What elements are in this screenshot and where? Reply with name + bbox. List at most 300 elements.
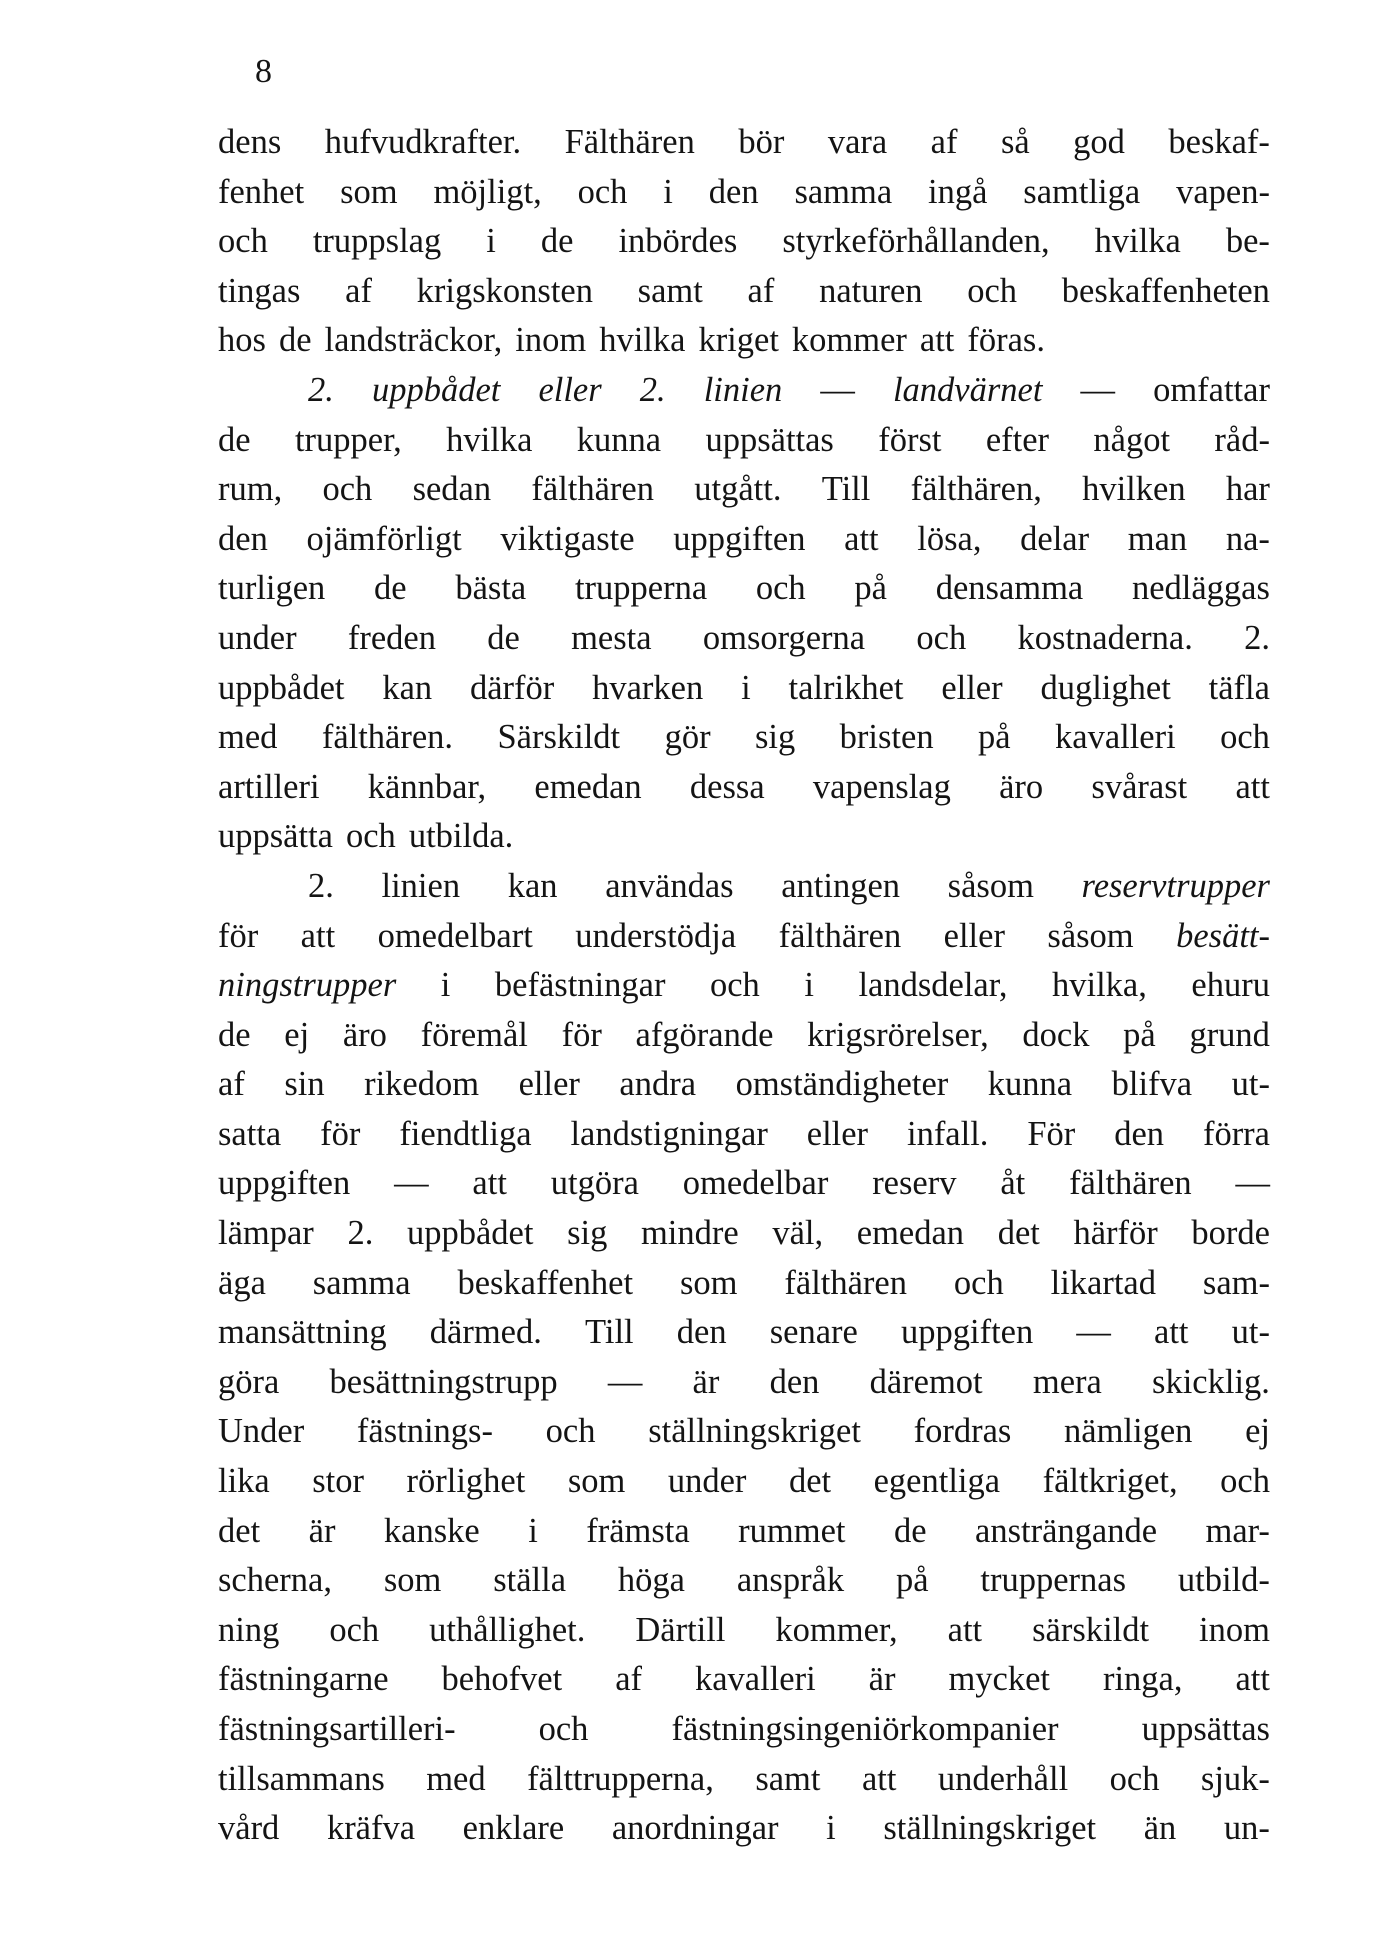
word: råd- [1214, 420, 1270, 459]
word: med [218, 718, 278, 757]
word: härför [1073, 1214, 1158, 1253]
word: och [545, 1412, 596, 1451]
word: besätt- [1176, 916, 1270, 955]
word: rikedom [364, 1065, 480, 1104]
word: 2. [308, 370, 334, 409]
word: hvilken [1082, 470, 1186, 509]
word: densamma [935, 569, 1084, 608]
word: antingen [781, 866, 901, 905]
word: de [374, 569, 407, 608]
word: — [820, 370, 855, 409]
text-line [218, 1755, 1270, 1805]
word: na- [1225, 519, 1270, 558]
word: och [322, 470, 373, 509]
text-line [218, 1556, 1270, 1606]
text-line [218, 1655, 1270, 1705]
word: ställa [493, 1561, 567, 1600]
text-line [218, 515, 1270, 565]
word: talrikhet [788, 668, 904, 707]
word: uthållighet. [429, 1610, 586, 1649]
word: och [345, 817, 396, 856]
word: de [540, 222, 574, 261]
word: mesta [571, 618, 652, 657]
word: Fälthären [564, 123, 695, 161]
word: samt [637, 271, 703, 310]
word: för [561, 1015, 602, 1054]
text-line [218, 713, 1270, 763]
word: sjuk- [1200, 1759, 1270, 1798]
word: utbilda. [408, 817, 514, 856]
word: att [861, 1759, 897, 1798]
word: lika [218, 1462, 270, 1501]
word: uppbådet [406, 1214, 534, 1253]
word: det [218, 1511, 261, 1550]
word: uppbådet [218, 668, 345, 707]
word: för [320, 1114, 361, 1153]
word: truppslag [312, 222, 442, 261]
word: så [1000, 123, 1030, 161]
word: rummet [738, 1511, 846, 1550]
text-line [218, 1407, 1270, 1457]
word: på [854, 569, 887, 608]
word: enklare [462, 1809, 565, 1848]
word: de [487, 618, 520, 657]
word: på [1123, 1015, 1156, 1054]
text-line [218, 1705, 1270, 1755]
text-line [218, 316, 1270, 366]
word: som [340, 172, 398, 211]
word: fälthären [778, 916, 902, 955]
word: höga [617, 1561, 685, 1600]
word: de [218, 1015, 251, 1054]
word: det [788, 1462, 832, 1501]
word: af [345, 271, 372, 310]
word: landvärnet [892, 370, 1043, 409]
word: mycket [948, 1660, 1050, 1699]
text-line [218, 1110, 1270, 1160]
word: kavalleri [1055, 718, 1176, 757]
text-line [218, 1011, 1270, 1061]
word: behofvet [441, 1660, 563, 1699]
word: eller [538, 370, 602, 409]
word: däremot [869, 1362, 983, 1401]
word: utgöra [550, 1164, 639, 1203]
word: dessa [689, 767, 765, 806]
word: att [1154, 1313, 1189, 1352]
word: skicklig. [1152, 1362, 1270, 1401]
text-line [218, 465, 1270, 515]
body-text [218, 118, 1270, 1854]
word: af [615, 1660, 642, 1699]
word: och [329, 1610, 380, 1649]
word: som [679, 1263, 738, 1302]
word: un- [1223, 1809, 1270, 1848]
word: fordras [913, 1412, 1012, 1451]
word: och [538, 1710, 589, 1748]
word: beskaffenhet [457, 1263, 634, 1302]
word: fästnings- [356, 1412, 493, 1451]
word: delar [1020, 519, 1090, 558]
text-line [218, 416, 1270, 466]
word: ojämförligt [306, 519, 462, 558]
word: därför [469, 668, 555, 707]
word: ingå [928, 172, 988, 211]
word: landsträckor, [324, 321, 503, 360]
word: omsorgerna [702, 618, 866, 657]
word: anspråk [736, 1561, 845, 1600]
text-line [218, 1209, 1270, 1259]
word: tillsammans [218, 1759, 385, 1798]
word: att [1235, 1660, 1270, 1699]
word: lösa, [917, 519, 982, 558]
word: kommer [791, 321, 907, 360]
word: ställningskriget [648, 1412, 861, 1451]
word: hufvudkrafter. [324, 123, 522, 161]
word: att [844, 519, 879, 558]
word: ringa, [1102, 1660, 1183, 1699]
word: och [709, 966, 760, 1005]
word: såsom [1047, 916, 1134, 955]
word: möjligt, [433, 172, 542, 211]
word: omständigheter [735, 1065, 949, 1104]
word: bör [738, 123, 785, 161]
word: af [930, 123, 958, 161]
word: hvilka [446, 420, 533, 459]
word: vård [218, 1809, 280, 1848]
word: och [1220, 718, 1270, 757]
word: fästningsartilleri- [218, 1710, 456, 1748]
word: något [1093, 420, 1171, 459]
word: fältkriget, [1042, 1462, 1178, 1501]
word: eller [806, 1114, 869, 1153]
word: — [607, 1362, 643, 1401]
text-line [218, 812, 1270, 862]
word: inom [515, 321, 587, 360]
word: ej [284, 1015, 310, 1054]
word: eller [943, 916, 1005, 955]
word: täfla [1208, 668, 1270, 707]
word: hvilka [599, 321, 686, 360]
word: fenhet [218, 172, 305, 211]
word: den [218, 519, 268, 558]
word: kommer, [775, 1610, 898, 1649]
word: kan [382, 668, 433, 707]
word: — [1235, 1164, 1270, 1203]
word: de [893, 1511, 927, 1550]
word: särskildt [1032, 1610, 1150, 1649]
word: än [1143, 1809, 1177, 1848]
word: Till [585, 1313, 634, 1352]
word: att [919, 321, 955, 360]
word: fälttrupperna, [527, 1759, 714, 1798]
word: 2. [1244, 618, 1270, 657]
word: vapenslag [812, 767, 951, 806]
word: fälthären. [321, 718, 454, 757]
word: egentliga [873, 1462, 1001, 1501]
word: viktigaste [500, 519, 635, 558]
word: omedelbar [682, 1164, 829, 1203]
word: fiendtliga [399, 1114, 532, 1153]
word: på [978, 718, 1011, 757]
word: i [528, 1511, 538, 1550]
word: och [967, 271, 1018, 310]
word: svårast [1091, 767, 1188, 806]
text-line [218, 366, 1270, 416]
word: 2. [639, 370, 666, 409]
word: man [1127, 519, 1188, 558]
word: ning [218, 1610, 280, 1649]
word: stor [312, 1462, 364, 1501]
word: väl, [772, 1214, 824, 1253]
word: För [1027, 1114, 1076, 1153]
word: nämligen [1064, 1412, 1193, 1451]
word: är [308, 1511, 336, 1550]
word: uppgiften [218, 1164, 351, 1203]
word: ställningskriget [883, 1809, 1097, 1848]
word: befästningar [494, 966, 666, 1005]
word: fästningsingeniörkompanier [671, 1710, 1059, 1748]
word: användas [605, 866, 734, 905]
word: vara [827, 123, 888, 161]
word: emedan [856, 1214, 965, 1253]
word: mindre [640, 1214, 739, 1253]
text-line [218, 564, 1270, 614]
word: har [1225, 470, 1270, 509]
word: mera [1032, 1362, 1102, 1401]
word: linien [381, 866, 461, 905]
word: Under [218, 1412, 305, 1451]
word: bristen [839, 718, 934, 757]
word: samtliga [1023, 172, 1141, 211]
word: reservtrupper [1081, 866, 1270, 905]
word: emedan [534, 767, 642, 806]
word: turligen [218, 569, 326, 608]
word: linien [703, 370, 783, 409]
word: utgått. [694, 470, 782, 509]
word: afgörande [635, 1015, 774, 1054]
word: beskaffenheten [1061, 271, 1270, 310]
word: uppgiften [673, 519, 806, 558]
word: sig [567, 1214, 608, 1253]
word: i [663, 172, 673, 211]
word: med [426, 1759, 486, 1798]
word: att [472, 1164, 507, 1203]
word: freden [347, 618, 436, 657]
word: rum, [218, 470, 283, 509]
word: kostnaderna. [1017, 618, 1193, 657]
word: — [394, 1164, 429, 1203]
word: under [667, 1462, 747, 1501]
word: och [953, 1263, 1004, 1302]
word: och [218, 222, 268, 261]
word: omedelbart [377, 916, 533, 955]
word: infall. [906, 1114, 989, 1153]
word: i [741, 668, 751, 707]
word: reserv [872, 1164, 957, 1203]
text-line [218, 961, 1270, 1011]
word: sedan [412, 470, 492, 509]
word: kännbar, [367, 767, 487, 806]
word: först [878, 420, 942, 459]
word: omfattar [1153, 370, 1270, 409]
word: underhåll [937, 1759, 1069, 1798]
word: krigskonsten [416, 271, 593, 310]
word: de [278, 321, 312, 360]
word: dock [1022, 1015, 1090, 1054]
word: uppsättas [1141, 1710, 1270, 1748]
word: likartad [1050, 1263, 1156, 1302]
text-line [218, 1804, 1270, 1854]
word: uppgiften [901, 1313, 1034, 1352]
word: och [916, 618, 967, 657]
word: fälthären, [910, 470, 1042, 509]
word: ej [1245, 1412, 1270, 1451]
word: uppbådet [371, 370, 501, 409]
word: att [1235, 767, 1270, 806]
word: äga [218, 1263, 266, 1302]
word: äro [999, 767, 1044, 806]
word: rörlighet [406, 1462, 526, 1501]
word: naturen [819, 271, 923, 310]
word: grund [1189, 1015, 1270, 1054]
word: hos [218, 321, 266, 360]
word: anordningar [611, 1809, 779, 1848]
word: samma [794, 172, 893, 211]
word: truppernas [980, 1561, 1127, 1600]
word: mansättning [218, 1313, 387, 1352]
word: sig [754, 718, 796, 757]
word: uppsätta [218, 817, 333, 856]
text-line [218, 763, 1270, 813]
word: är [692, 1362, 720, 1401]
word: fälthären [784, 1263, 907, 1302]
word: — [1080, 370, 1115, 409]
word: samma [312, 1263, 411, 1302]
word: förra [1202, 1114, 1270, 1153]
word: i [804, 966, 814, 1005]
word: fälthären [1069, 1164, 1192, 1203]
word: nedläggas [1131, 569, 1270, 608]
text-line [218, 912, 1270, 962]
word: duglighet [1040, 668, 1171, 707]
word: af [747, 271, 775, 310]
word: som [383, 1561, 442, 1600]
word: trupperna [574, 569, 708, 608]
word: blifva [1111, 1065, 1193, 1104]
word: den [769, 1362, 820, 1401]
word: god [1073, 123, 1125, 161]
word: fälthären [531, 470, 654, 509]
text-line [218, 267, 1270, 317]
word: åt [1000, 1164, 1026, 1203]
word: ningstrupper [218, 966, 397, 1005]
word: landstigningar [570, 1114, 768, 1153]
text-line [218, 1060, 1270, 1110]
word: göra [218, 1362, 280, 1401]
word: den [676, 1313, 727, 1352]
word: Därtill [635, 1610, 726, 1649]
word: det [997, 1214, 1040, 1253]
word: hvilka [1094, 222, 1181, 261]
word: för [218, 916, 259, 955]
word: hvarken [592, 668, 704, 707]
word: inbördes [618, 222, 738, 261]
word: borde [1191, 1214, 1270, 1253]
word: under [218, 618, 297, 657]
word: af [218, 1065, 245, 1104]
word: andra [619, 1065, 697, 1104]
text-line [218, 1457, 1270, 1507]
word: att [947, 1610, 983, 1649]
word: landsdelar, [858, 966, 1008, 1005]
word: eller [941, 668, 1003, 707]
text-line [218, 1308, 1270, 1358]
word: be- [1225, 222, 1270, 261]
word: främsta [586, 1511, 690, 1550]
word: kunna [987, 1065, 1073, 1104]
word: scherna, [218, 1561, 332, 1600]
word: ansträngande [975, 1511, 1158, 1550]
word: är [868, 1660, 896, 1699]
text-line [218, 1259, 1270, 1309]
word: äro [342, 1015, 387, 1054]
text-line [218, 1507, 1270, 1557]
word: i [440, 966, 451, 1005]
word: trupper, [294, 420, 402, 459]
text-line [218, 614, 1270, 664]
word: ehuru [1191, 966, 1270, 1005]
word: kriget [698, 321, 779, 360]
word: i [826, 1809, 836, 1848]
word: och [755, 569, 806, 608]
word: tingas [218, 271, 301, 310]
word: ut- [1231, 1065, 1270, 1104]
word: hvilka, [1052, 966, 1147, 1005]
word: lämpar [218, 1214, 314, 1253]
text-line [218, 1159, 1270, 1209]
page-number: 8 [255, 53, 272, 90]
word: senare [769, 1313, 858, 1352]
word: utbild- [1177, 1561, 1270, 1600]
word: den [708, 172, 759, 211]
word: som [567, 1462, 626, 1501]
text-line [218, 664, 1270, 714]
word: att [300, 916, 336, 955]
word: artilleri [218, 767, 320, 806]
word: eller [518, 1065, 580, 1104]
word: och [577, 172, 628, 211]
text-line [218, 862, 1270, 912]
text-line [218, 1358, 1270, 1408]
word: 2. [308, 866, 334, 905]
word: den [1114, 1114, 1165, 1153]
word: inom [1199, 1610, 1270, 1649]
word: gör [664, 718, 711, 757]
word: på [895, 1561, 929, 1600]
word: kanske [383, 1511, 480, 1550]
word: ut- [1231, 1313, 1270, 1352]
text-line [218, 217, 1270, 267]
text-line [218, 118, 1270, 168]
word: vapen- [1176, 172, 1270, 211]
word: såsom [947, 866, 1034, 905]
word: sam- [1202, 1263, 1270, 1302]
word: de [218, 420, 251, 459]
word: styrkeförhållanden, [782, 222, 1050, 261]
word: kunna [576, 420, 662, 459]
word: i [486, 222, 496, 261]
word: — [1076, 1313, 1111, 1352]
